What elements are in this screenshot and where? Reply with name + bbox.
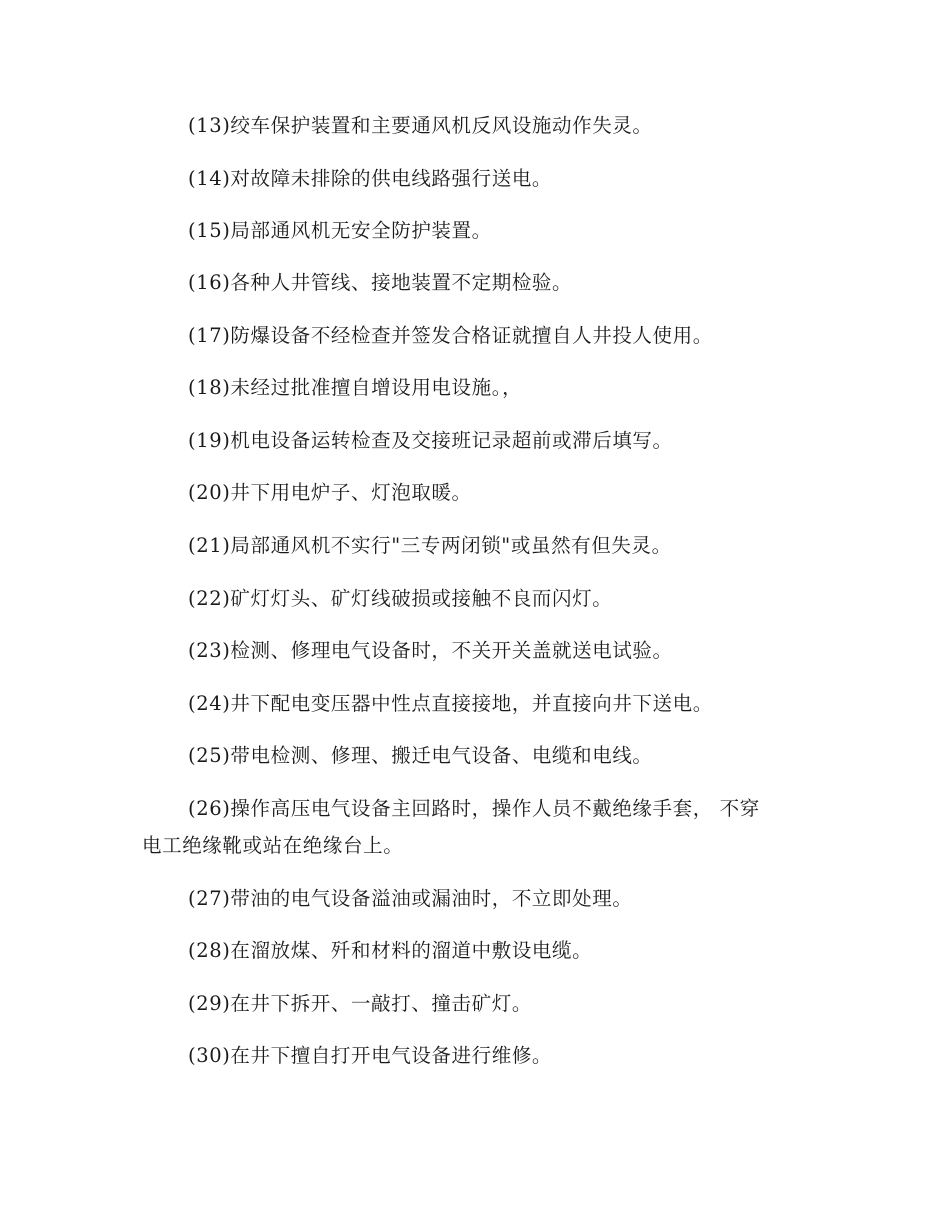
paragraph-item-17: (17)防爆设备不经检查并签发合格证就擅自人井投人使用。 — [188, 324, 713, 347]
paragraph-item-15: (15)局部通风机无安全防护装置。 — [188, 219, 492, 242]
paragraph-item-23: (23)检测、修理电气设备时，不关开关盖就送电试验。 — [188, 639, 673, 662]
paragraph-item-16: (16)各种人井管线、接地装置不定期检验。 — [188, 271, 573, 294]
paragraph-item-29: (29)在井下拆开、一敲打、撞击矿灯。 — [188, 992, 532, 1015]
paragraph-item-26-line1: (26)操作高压电气设备主回路时，操作人员不戴绝缘手套， 不穿 — [188, 797, 760, 820]
paragraph-item-26 — [142, 796, 822, 859]
paragraph-item-30: (30)在井下擅自打开电气设备进行维修。 — [188, 1044, 553, 1067]
paragraph-item-20: (20)井下用电炉子、灯泡取暖。 — [188, 481, 472, 504]
paragraph-item-21: (21)局部通风机不实行"三专两闭锁"或虽然有但失灵。 — [188, 534, 672, 557]
paragraph-item-25: (25)带电检测、修理、搬迁电气设备、电缆和电线。 — [188, 744, 653, 767]
paragraph-item-26-line2: 电工绝缘靴或站在绝缘台上。 — [142, 834, 404, 857]
paragraph-item-14: (14)对故障未排除的供电线路强行送电。 — [188, 167, 553, 190]
paragraph-item-18: (18)未经过批准擅自增设用电设施。， — [188, 376, 523, 399]
paragraph-item-27: (27)带油的电气设备溢油或漏油时，不立即处理。 — [188, 887, 633, 910]
paragraph-item-22: (22)矿灯灯头、矿灯线破损或接触不良而闪灯。 — [188, 587, 613, 610]
paragraph-item-28: (28)在溜放煤、歼和材料的溜道中敷设电缆。 — [188, 939, 593, 962]
paragraph-item-19: (19)机电设备运转检查及交接班记录超前或滞后填写。 — [188, 429, 673, 452]
paragraph-item-24: (24)井下配电变压器中性点直接接地，并直接向井下送电。 — [188, 692, 713, 715]
paragraph-item-13: (13)绞车保护装置和主要通风机反风设施动作失灵。 — [188, 114, 653, 137]
